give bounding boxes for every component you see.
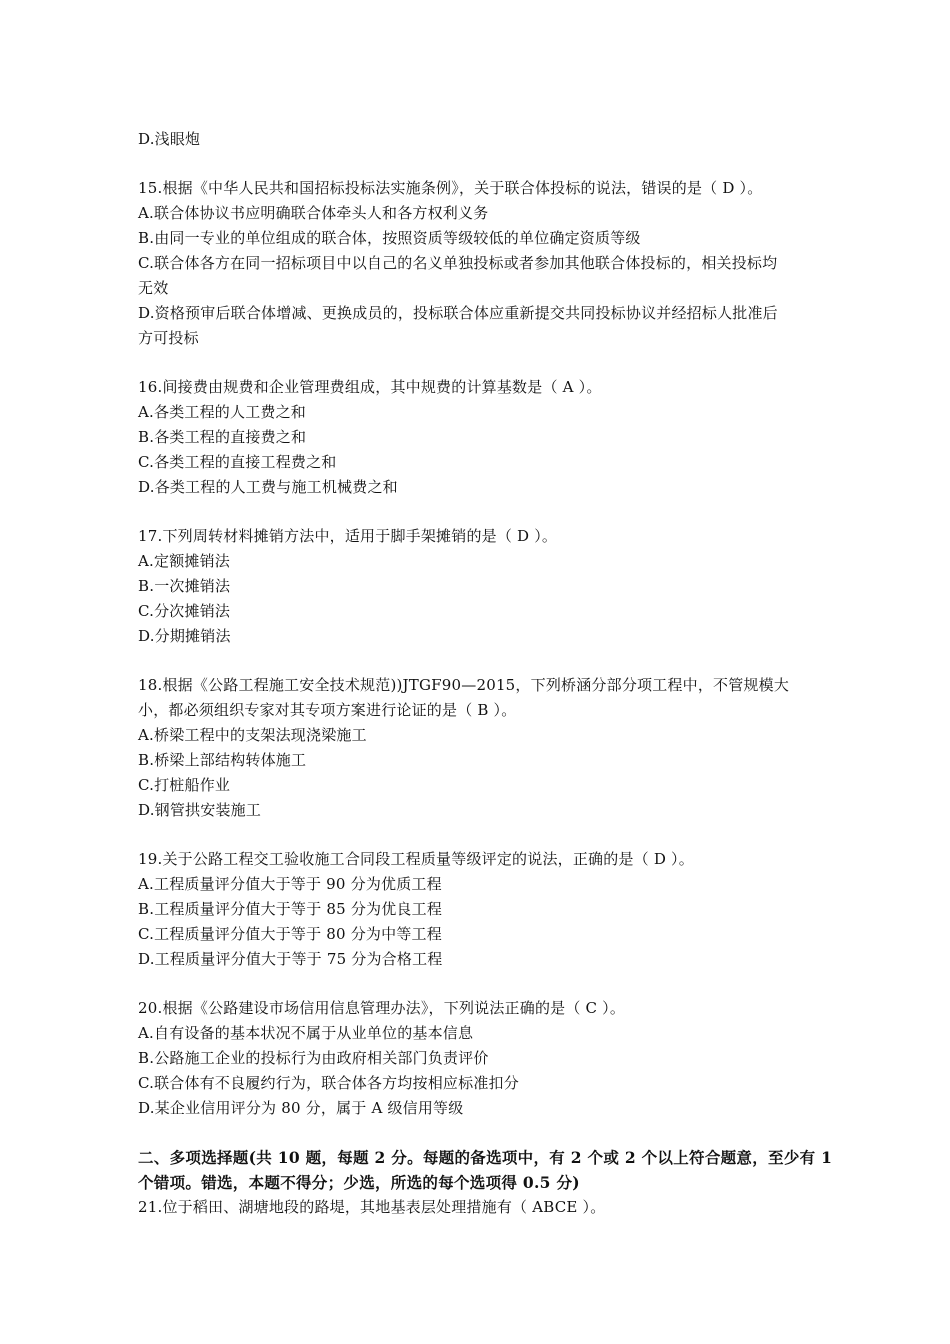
option-d-q17: D.分期摊销法	[138, 627, 231, 645]
question-16: 16.间接费由规费和企业管理费组成，其中规费的计算基数是（ A ）。	[138, 378, 602, 396]
option-c-q20: C.联合体有不良履约行为，联合体各方均按相应标准扣分	[138, 1074, 519, 1092]
option-c-q18: C.打桩船作业	[138, 776, 231, 794]
option-b-q18: B.桥梁上部结构转体施工	[138, 751, 307, 769]
option-b-q16: B.各类工程的直接费之和	[138, 428, 307, 446]
paragraph-gap	[138, 972, 858, 996]
option-b-q19: B.工程质量评分值大于等于 85 分为优良工程	[138, 900, 443, 918]
option-a-q18: A.桥梁工程中的支架法现浇梁施工	[138, 726, 367, 744]
question-21: 21.位于稻田、湖塘地段的路堤，其地基表层处理措施有（ ABCE ）。	[138, 1198, 606, 1216]
question-18-continued: 小，都必须组织专家对其专项方案进行论证的是（ B ）。	[138, 701, 517, 719]
option-a-q15: A.联合体协议书应明确联合体牵头人和各方权利义务	[138, 204, 489, 222]
option-b-q17: B.一次摊销法	[138, 577, 231, 595]
option-c-q16: C.各类工程的直接工程费之和	[138, 453, 337, 471]
paragraph-gap	[138, 152, 858, 176]
option-d-q19: D.工程质量评分值大于等于 75 分为合格工程	[138, 950, 443, 968]
option-c-q19: C.工程质量评分值大于等于 80 分为中等工程	[138, 925, 442, 943]
paragraph-gap	[138, 649, 858, 673]
option-d-q14: D.浅眼炮	[138, 130, 201, 148]
question-17: 17.下列周转材料摊销方法中，适用于脚手架摊销的是（ D ）。	[138, 527, 558, 545]
option-d-q16: D.各类工程的人工费与施工机械费之和	[138, 478, 398, 496]
option-d-q15-continued: 方可投标	[138, 329, 199, 347]
option-d-q20: D.某企业信用评分为 80 分，属于 A 级信用等级	[138, 1099, 464, 1117]
paragraph-gap	[138, 500, 858, 524]
option-d-q15: D.资格预审后联合体增减、更换成员的，投标联合体应重新提交共同投标协议并经招标人批准后	[138, 304, 778, 322]
question-15: 15.根据《中华人民共和国招标投标法实施条例》，关于联合体投标的说法，错误的是（ D ）。	[138, 179, 763, 197]
option-c-q17: C.分次摊销法	[138, 602, 231, 620]
option-a-q19: A.工程质量评分值大于等于 90 分为优质工程	[138, 875, 442, 893]
option-a-q20: A.自有设备的基本状况不属于从业单位的基本信息	[138, 1024, 474, 1042]
paragraph-gap	[138, 351, 858, 375]
option-c-q15-continued: 无效	[138, 279, 169, 297]
paragraph-gap	[138, 823, 858, 847]
paragraph-gap	[138, 1121, 858, 1145]
option-b-q20: B.公路施工企业的投标行为由政府相关部门负责评价	[138, 1049, 489, 1067]
option-d-q18: D.钢管拱安装施工	[138, 801, 262, 819]
option-b-q15: B.由同一专业的单位组成的联合体，按照资质等级较低的单位确定资质等级	[138, 229, 641, 247]
document-body	[138, 127, 858, 1220]
section-title-multiple-choice-continued: 个错项。错选，本题不得分；少选，所选的每个选项得 0.5 分)	[138, 1173, 580, 1192]
question-19: 19.关于公路工程交工验收施工合同段工程质量等级评定的说法，正确的是（ D ）。	[138, 850, 694, 868]
section-title-multiple-choice: 二、多项选择题(共 10 题，每题 2 分。每题的备选项中，有 2 个或 2 个以上符合题意，至少有 1	[138, 1148, 833, 1167]
question-20: 20.根据《公路建设市场信用信息管理办法》，下列说法正确的是（ C ）。	[138, 999, 626, 1017]
option-a-q17: A.定额摊销法	[138, 552, 231, 570]
option-c-q15: C.联合体各方在同一招标项目中以自己的名义单独投标或者参加其他联合体投标的，相关投标均	[138, 254, 778, 272]
option-a-q16: A.各类工程的人工费之和	[138, 403, 307, 421]
question-18: 18.根据《公路工程施工安全技术规范))JTGF90—2015，下列桥涵分部分项工程中，不管规模大	[138, 676, 790, 694]
